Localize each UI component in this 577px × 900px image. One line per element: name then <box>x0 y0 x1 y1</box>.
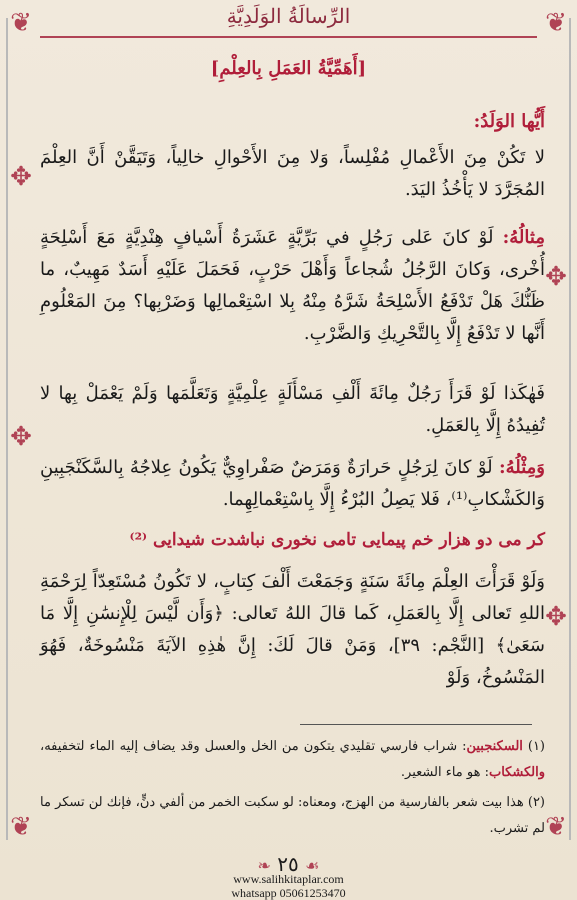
lead-word: أَيُّها الوَلَدُ: <box>473 111 545 132</box>
side-ornament-icon: ✥ <box>10 422 32 452</box>
footnote-text: هذا بيت شعر بالفارسية من الهزج، ومعناه: لو سكبت الخمر من ألفي دنٍّ، فإنك لن تسكر ما لم تشرب. <box>40 795 545 836</box>
footer-watermark <box>0 872 577 900</box>
footnote-text: : شراب فارسي تقليدي يتكون من الخل والعسل وقد يضاف إليه الماء لتخفيفه، <box>40 739 467 754</box>
paragraph-example <box>40 452 545 516</box>
flourish-icon: ☙ <box>305 856 320 875</box>
side-ornament-icon: ✥ <box>545 262 567 292</box>
footnote-term: والكشكاب <box>488 765 545 780</box>
paragraph-text: فَهٰكَذا لَوْ قَرَأَ رَجُلٌ مِائَةَ أَلْفِ مَسْأَلَةٍ عِلْمِيَّةٍ وَتَعَلَّمَها وَلَمْ يَعْمَلْ بِها لا تُفِيدُهُ إِلَّا بِالعَمَلِ. <box>40 383 545 436</box>
paragraph-text: وَلَوْ قَرَأْتَ العِلْمَ مِائَةَ سَنَةٍ وَجَمَعْتَ أَلْفَ كِتابٍ، لا تَكُونُ مُسْتَعِدّاً لِرَحْمَةِ اللهِ تَعالى إِلَّا بِالعَمَلِ، كَما قالَ اللهُ تَعالى: ﴿وَأَن لَّيْسَ لِلْإِنسَٰنِ إِلَّا مَا سَعَىٰ﴾ [النَّجْم: ٣٩]، وَمَنْ قالَ لَكَ: إِنَّ هٰذِهِ الآيَةَ مَنْسُوخَةٌ، فَهُوَ المَنْسُوخُ، وَلَوْ <box>40 571 545 688</box>
side-ornament-icon: ✥ <box>10 162 32 192</box>
running-header: الرِّسالَةُ الوَلَدِيَّةِ <box>226 4 351 28</box>
corner-ornament-icon: ❦ <box>545 8 567 38</box>
header-rule <box>40 36 537 38</box>
paragraph <box>40 378 545 442</box>
footnotes <box>40 734 545 842</box>
section-heading: [أَهَمِّيَّةُ العَمَلِ بِالعِلْمِ] <box>210 58 367 79</box>
paragraph-text: لا تَكُنْ مِنَ الأَعْمالِ مُفْلِساً، وَلا مِنَ الأَحْوالِ خالِياً، وَتَيَقَّنْ أَنَّ العِلْمَ المُجَرَّدَ لا يَأْخُذُ اليَدَ. <box>40 147 545 200</box>
paragraph-vocative <box>40 106 545 138</box>
footnote-number: (١) <box>527 739 545 754</box>
lead-word: وَمِثْلُهُ: <box>498 457 545 478</box>
paragraph <box>40 142 545 206</box>
corner-ornament-icon: ❦ <box>10 8 32 38</box>
paragraph-text: لَوْ كانَ عَلى رَجُلٍ في بَرِّيَّةٍ عَشَرَةُ أَسْيافٍ هِنْدِيَّةٍ مَعَ أَسْلِحَةٍ أُخْرى، وَكانَ الرَّجُلُ شُجاعاً وَأَهْلَ حَرْبٍ، فَحَمَلَ عَلَيْهِ أَسَدٌ مَهِيبٌ، ما ظَنُّكَ هَلْ تَدْفَعُ الأَسْلِحَةُ شَرَّهُ مِنْهُ بِلا اسْتِعْمالِها وَضَرْبِها؟ مِنَ المَعْلُومِ أَنَّها لا تَدْفَعُ إِلَّا بِالتَّحْرِيكِ وَالضَّرْبِ. <box>40 227 545 344</box>
side-ornament-icon: ✥ <box>545 602 567 632</box>
flourish-icon: ❧ <box>257 856 271 875</box>
paragraph-text: لَوْ كانَ لِرَجُلٍ حَرارَةٌ وَمَرَضٌ صَفْراوِيٌّ يَكُونُ عِلاجُهُ بِالسَّكَنْجَبِينِ وَالكَشْكابِ⁽¹⁾، فَلا يَصِلُ البُرْءُ إِلَّا بِاسْتِعْمالِهِما. <box>40 457 545 510</box>
paragraph-example <box>40 222 545 350</box>
website-text: www.salihkitaplar.com <box>233 872 344 886</box>
footnote-number: (٢) <box>527 795 545 810</box>
footnote-separator <box>300 724 532 725</box>
paragraph-closing <box>40 566 545 694</box>
persian-verse: كر مى دو هزار خم پيمايى تامى نخورى نباشدت شيدايى ⁽²⁾ <box>129 530 545 550</box>
page-number-text: ٢٥ <box>277 852 299 876</box>
corner-ornament-icon: ❦ <box>545 812 567 842</box>
lead-word: مِثالُهُ: <box>502 227 545 248</box>
footnote <box>40 734 545 786</box>
footnote-term: السكنجبين <box>466 739 523 754</box>
right-border-ornament <box>551 18 571 840</box>
footnote-text: : هو ماء الشعير. <box>400 765 489 780</box>
whatsapp-text: whatsapp 05061253470 <box>231 886 346 900</box>
corner-ornament-icon: ❦ <box>10 812 32 842</box>
footnote <box>40 790 545 842</box>
